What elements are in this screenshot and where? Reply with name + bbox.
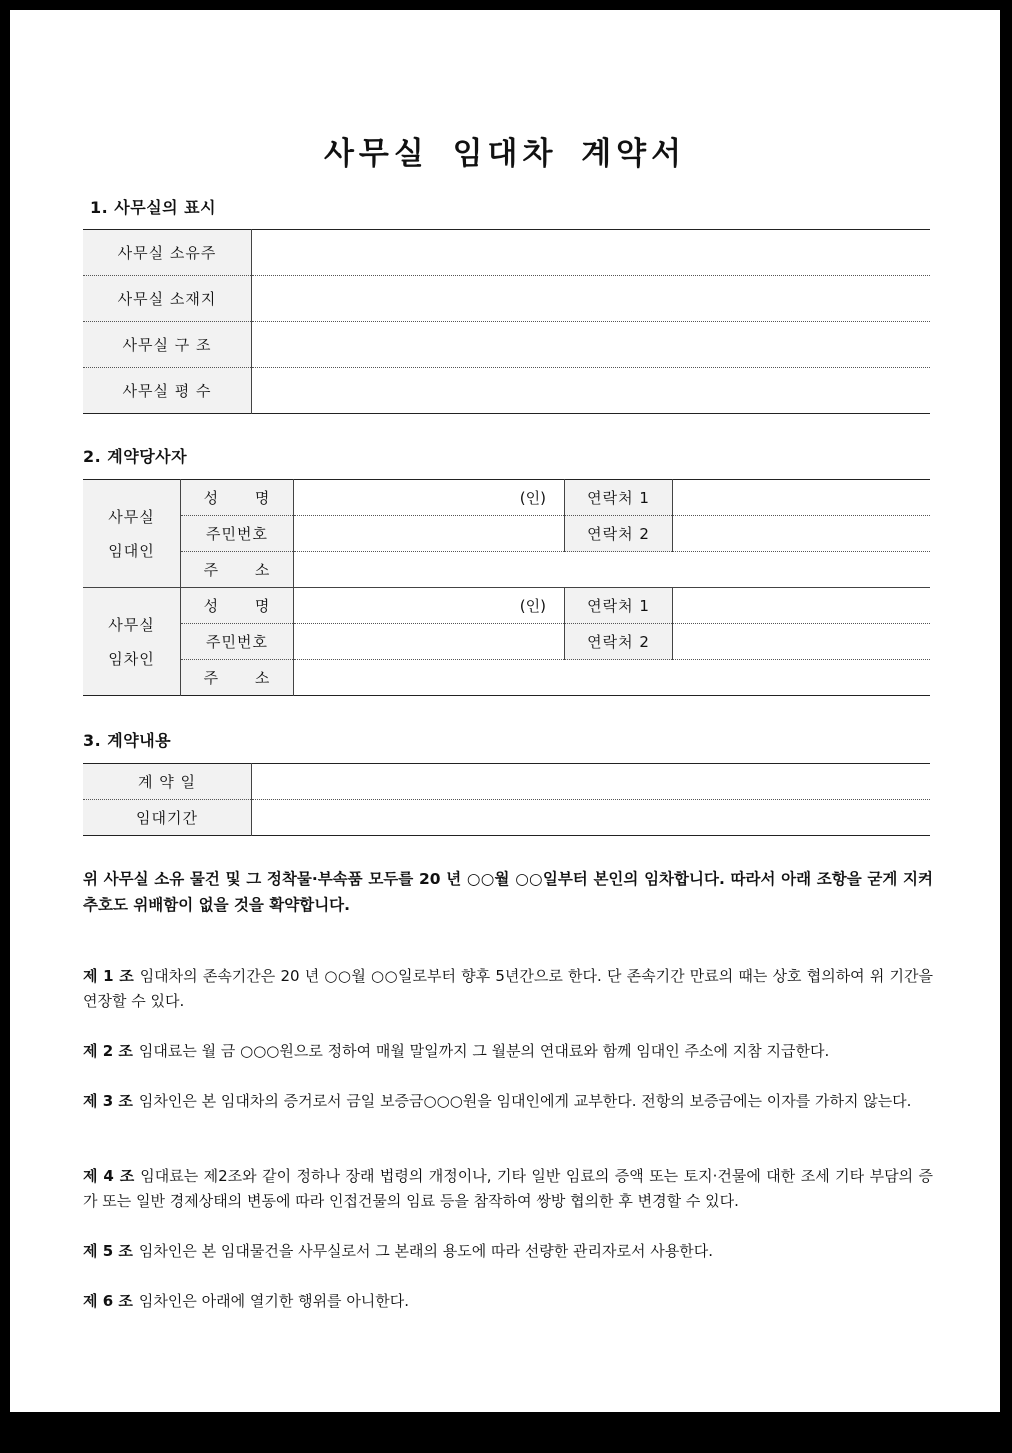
lessee-address-label: 주 소 (181, 660, 294, 696)
article-5: 제 5 조 임차인은 본 임대물건을 사무실로서 그 본래의 용도에 따라 선량한 관리자로서 사용한다. (83, 1242, 713, 1260)
table-row (83, 322, 930, 368)
article-6: 제 6 조 임차인은 아래에 열기한 행위를 아니한다. (83, 1292, 410, 1310)
lessee-contact1-field[interactable] (673, 588, 931, 624)
contract-date-label: 계 약 일 (83, 764, 252, 800)
structure-label: 사무실 구 조 (83, 322, 252, 368)
area-field[interactable] (252, 368, 931, 414)
seal-mark: (인) (519, 489, 546, 507)
lessor-id-field[interactable] (294, 516, 565, 552)
structure-field[interactable] (252, 322, 931, 368)
lessee-name-field[interactable] (294, 588, 565, 624)
seal-mark: (인) (519, 597, 546, 615)
lessee-id-field[interactable] (294, 624, 565, 660)
table-row (83, 368, 930, 414)
table-row (83, 516, 930, 552)
contract-date-field[interactable] (252, 764, 931, 800)
section3-heading: 3. 계약내용 (83, 731, 172, 750)
document-page (10, 10, 1000, 1412)
contract-terms-table (83, 763, 930, 836)
lessor-contact1-field[interactable] (673, 480, 931, 516)
area-label: 사무실 평 수 (83, 368, 252, 414)
table-row (83, 624, 930, 660)
table-row (83, 552, 930, 588)
table-row (83, 800, 930, 836)
section1-heading: 1. 사무실의 표시 (90, 198, 217, 217)
location-label: 사무실 소재지 (83, 276, 252, 322)
location-field[interactable] (252, 276, 931, 322)
owner-label: 사무실 소유주 (83, 230, 252, 276)
lessee-contact1-label: 연락처 1 (565, 588, 673, 624)
lessor-contact2-field[interactable] (673, 516, 931, 552)
intro-paragraph: 위 사무실 소유 물건 및 그 정착물·부속품 모두를 20 년 ○○월 ○○일부터 본인의 임차합니다. 따라서 아래 조항을 굳게 지켜 추호도 위배함이 없을 것을 확약합니다. (83, 870, 933, 914)
table-row (83, 660, 930, 696)
article-3: 제 3 조 임차인은 본 임대차의 증거로서 금일 보증금○○○원을 임대인에게 교부한다. 전항의 보증금에는 이자를 가하지 않는다. (83, 1092, 912, 1110)
lessee-contact2-label: 연락처 2 (565, 624, 673, 660)
lessee-group-label: 사무실 임차인 (83, 588, 181, 696)
lessor-contact2-label: 연락처 2 (565, 516, 673, 552)
lessee-address-field[interactable] (294, 660, 931, 696)
lessee-contact2-field[interactable] (673, 624, 931, 660)
lease-period-label: 임대기간 (83, 800, 252, 836)
document-title: 사무실 임대차 계약서 (323, 136, 687, 172)
lessee-id-label: 주민번호 (181, 624, 294, 660)
lessor-id-label: 주민번호 (181, 516, 294, 552)
table-row (83, 276, 930, 322)
table-row (83, 230, 930, 276)
lessor-name-field[interactable] (294, 480, 565, 516)
lessor-contact1-label: 연락처 1 (565, 480, 673, 516)
article-4: 제 4 조 임대료는 제2조와 같이 정하나 장래 법령의 개정이나, 기타 일반 임료의 증액 또는 토지·건물에 대한 조세 기타 부담의 증가 또는 일반 경제상태의 변동에 따라 인접건물의 임료 등을 참작하여 쌍방 협의한 후 변경할 수 있다. (83, 1167, 933, 1210)
owner-field[interactable] (252, 230, 931, 276)
premises-table (83, 229, 930, 414)
article-2: 제 2 조 임대료는 월 금 ○○○원으로 정하여 매월 말일까지 그 월분의 연대료와 함께 임대인 주소에 지참 지급한다. (83, 1042, 830, 1060)
table-row (83, 588, 930, 624)
parties-table (83, 479, 930, 696)
lessor-address-field[interactable] (294, 552, 931, 588)
table-row (83, 480, 930, 516)
section2-heading: 2. 계약당사자 (83, 447, 188, 466)
lessor-group-label: 사무실 임대인 (83, 480, 181, 588)
article-1: 제 1 조 임대차의 존속기간은 20 년 ○○월 ○○일로부터 향후 5년간으로 한다. 단 존속기간 만료의 때는 상호 협의하여 위 기간을 연장할 수 있다. (83, 967, 933, 1010)
table-row (83, 764, 930, 800)
lessor-address-label: 주 소 (181, 552, 294, 588)
lessor-name-label: 성 명 (181, 480, 294, 516)
lease-period-field[interactable] (252, 800, 931, 836)
lessee-name-label: 성 명 (181, 588, 294, 624)
